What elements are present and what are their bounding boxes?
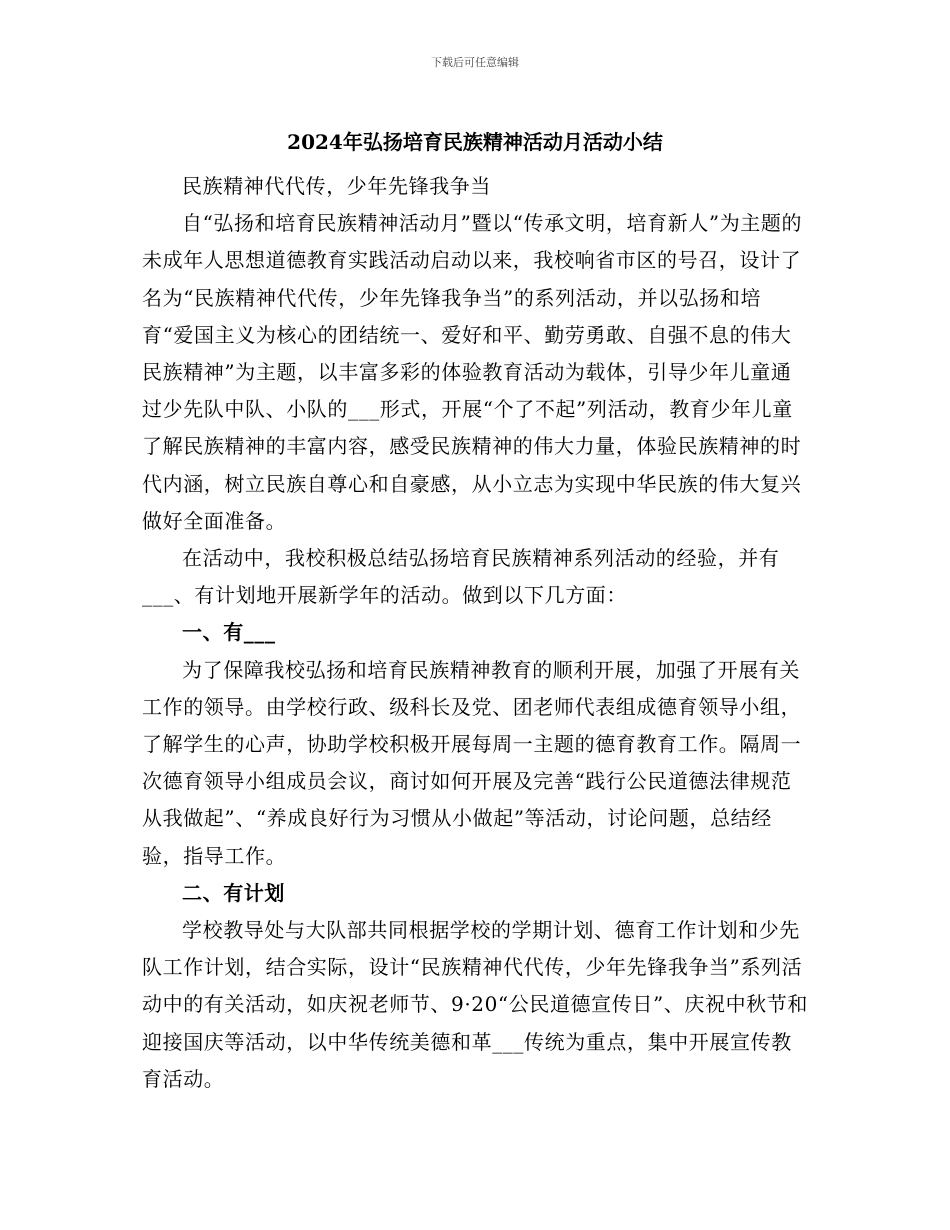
paragraph-section1: 为了保障我校弘扬和培育民族精神教育的顺利开展，加强了开展有关工作的领导。由学校行政、级科长及党、团老师代表组成德育领导小组，了解学生的心声，协助学校积极开展每周一主题的德育教育工作。隔周一次德育领导小组成员会议，商讨如何开展及完善“践行公民道德法律规范从我做起”、“养成良好行为习惯从小做起”等活动，讨论问题，总结经验，指导工作。	[142, 657, 802, 868]
document-title: 2024年弘扬培育民族精神活动月活动小结	[287, 130, 663, 154]
document-body	[142, 168, 812, 1098]
paragraph-summary: 在活动中，我校积极总结弘扬培育民族精神系列活动的经验，并有___、有计划地开展新学年的活动。做到以下几方面：	[142, 546, 780, 608]
paragraph-section2: 学校教导处与大队部共同根据学校的学期计划、德育工作计划和少先队工作计划，结合实际，设计“民族精神代代传，少年先锋我争当”系列活动中的有关活动，如庆祝老师节、9·20“公民道德宣传日”、庆祝中秋节和迎接国庆等活动，以中华传统美德和革___传统为重点，集中开展宣传教育活动。	[142, 918, 808, 1091]
header-note: 下载后可任意编辑	[431, 56, 519, 69]
section-heading-1: 一、有___	[182, 620, 276, 645]
paragraph-intro: 自“弘扬和培育民族精神活动月”暨以“传承文明，培育新人”为主题的未成年人思想道德教育实践活动启动以来，我校响省市区的号召，设计了名为“民族精神代代传，少年先锋我争当”的系列活动，并以弘扬和培育“爱国主义为核心的团结统一、爱好和平、勤劳勇敢、自强不息的伟大民族精神”为主题，以丰富多彩的体验教育活动为载体，引导少年儿童通过少先队中队、小队的___形式，开展“个了不起”列活动，教育少年儿童了解民族精神的丰富内容，感受民族精神的伟大力量，体验民族精神的时代内涵，树立民族自尊心和自豪感，从小立志为实现中华民族的伟大复兴做好全面准备。	[142, 211, 803, 533]
section-heading-2: 二、有计划	[182, 880, 285, 905]
subtitle: 民族精神代代传，少年先锋我争当	[182, 174, 491, 198]
